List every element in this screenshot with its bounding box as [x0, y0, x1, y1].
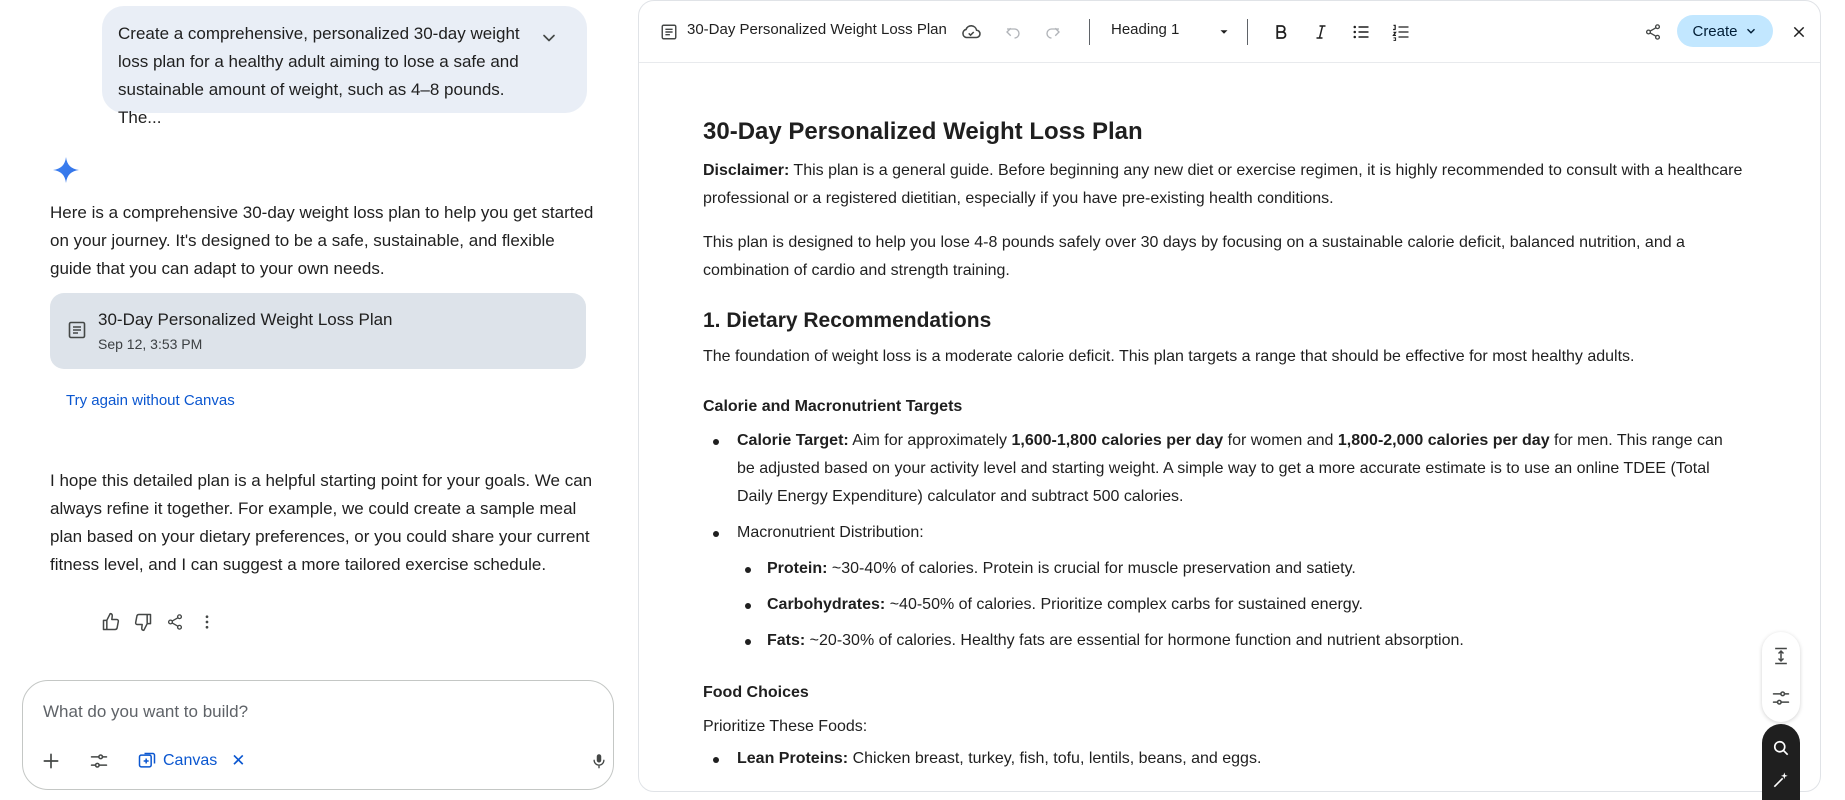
try-again-without-canvas-link[interactable]: Try again without Canvas [66, 392, 235, 409]
list-item [703, 745, 1743, 773]
calorie-women: 1,600-1,800 calories per day [1011, 432, 1224, 449]
canvas-chip-close-icon[interactable]: ✕ [231, 751, 246, 770]
chevron-down-icon[interactable] [539, 28, 559, 48]
lean-proteins-label: Lean Proteins: [737, 750, 849, 767]
undo-button[interactable] [1001, 20, 1025, 44]
macro-carbs-label: Carbohydrates: [767, 596, 886, 613]
list-item [737, 555, 1743, 583]
length-icon[interactable] [1771, 646, 1791, 666]
toolbar-divider [1247, 19, 1248, 45]
macro-protein-text: ~30-40% of calories. Protein is crucial for muscle preservation and satiety. [827, 560, 1356, 577]
response-actions [100, 610, 218, 634]
lean-proteins-text: Chicken breast, turkey, fish, tofu, lentils, beans, and eggs. [848, 750, 1262, 767]
canvas-doc-card[interactable] [50, 293, 586, 369]
share-doc-button[interactable] [1641, 20, 1665, 44]
canvas-icon [137, 751, 157, 771]
macro-sublist [737, 555, 1743, 655]
calorie-text-1: Aim for approximately [848, 432, 1012, 449]
plus-icon [41, 751, 61, 771]
calorie-text-2: for women and [1223, 432, 1338, 449]
share-icon [1644, 23, 1662, 41]
disclaimer-label: Disclaimer: [703, 162, 790, 179]
text-style-dropdown[interactable]: Heading 1 [1111, 21, 1180, 38]
bold-button[interactable] [1269, 20, 1293, 44]
document-body[interactable] [703, 117, 1743, 781]
text-style-dropdown-arrow[interactable] [1214, 20, 1234, 44]
prioritize-label: Prioritize These Foods: [703, 718, 868, 735]
more-vert-icon [198, 613, 216, 631]
disclaimer-text: This plan is a general guide. Before beginning any new diet or exercise regimen, it is highly recommended to consult with a healthcare professional or a registered dietitian, especially if you have pre-existing health conditions. [703, 162, 1743, 207]
list-item [703, 519, 1743, 655]
macro-carbs-text: ~40-50% of calories. Prioritize complex carbs for sustained energy. [885, 596, 1363, 613]
calorie-macro-heading: Calorie and Macronutrient Targets [703, 398, 963, 415]
search-icon[interactable] [1771, 738, 1791, 758]
gemini-sparkle-icon [52, 156, 80, 184]
doc-toolbar-title: 30-Day Personalized Weight Loss Plan [687, 21, 947, 38]
canvas-chip[interactable] [137, 747, 246, 775]
calorie-men: 1,800-2,000 calories per day [1337, 432, 1550, 449]
italic-icon [1312, 23, 1330, 41]
chat-panel [0, 0, 640, 800]
calorie-text-3: for men. This range can be adjusted based on your activity level and starting weight. A simple way to get a more accurate estimate is to use an online TDEE (Total Daily Energy Expenditure) calculator and subtract 500 calories. [737, 432, 1723, 505]
response-intro: Here is a comprehensive 30-day weight loss plan to help you get started on your journey. It's designed to be a safe, sustainable, and flexible guide that you can adapt to your own needs. [50, 203, 594, 278]
user-prompt-bubble [102, 6, 587, 127]
document-heading: 30-Day Personalized Weight Loss Plan [703, 118, 1143, 145]
microphone-button[interactable] [585, 747, 613, 775]
italic-button[interactable] [1309, 20, 1333, 44]
macro-label: Macronutrient Distribution: [737, 524, 924, 541]
macro-protein-label: Protein: [767, 560, 828, 577]
doc-card-date: Sep 12, 3:53 PM [98, 336, 203, 352]
list-item [737, 591, 1743, 619]
bulleted-list-button[interactable] [1349, 20, 1373, 44]
disclaimer-paragraph [703, 157, 1743, 213]
redo-icon [1044, 23, 1062, 41]
food-choices-heading: Food Choices [703, 684, 809, 701]
canvas-chip-label: Canvas [163, 752, 218, 769]
bold-icon [1272, 23, 1290, 41]
response-outro: I hope this detailed plan is a helpful starting point for your goals. We can always refine it together. For example, we could create a sample meal plan based on your dietary preferences, or you could share your current fitness level, and I can suggest a more tailored exercise schedule. [50, 471, 593, 574]
share-button[interactable] [164, 611, 186, 633]
doc-outline-button[interactable] [659, 20, 679, 44]
thumbs-up-button[interactable] [100, 611, 122, 633]
section-dietary-intro: The foundation of weight loss is a moderate calorie deficit. This plan targets a range that should be effective for most healthy adults. [703, 348, 1635, 365]
add-button[interactable] [37, 747, 65, 775]
numbered-list-button[interactable] [1389, 20, 1413, 44]
section-dietary-heading: 1. Dietary Recommendations [703, 309, 992, 332]
doc-side-tools [1762, 632, 1800, 722]
tune-icon[interactable] [1771, 688, 1791, 708]
calorie-label: Calorie Target: [737, 432, 849, 449]
intro-paragraph: This plan is designed to help you lose 4-8 pounds safely over 30 days by focusing on a sustainable calorie deficit, balanced nutrition, and a combination of cardio and strength training. [703, 234, 1685, 279]
tools-button[interactable] [85, 747, 113, 775]
thumbs-down-icon [133, 612, 153, 632]
close-icon [1791, 24, 1807, 40]
numbered-list-icon [1391, 22, 1411, 42]
doc-card-title: 30-Day Personalized Weight Loss Plan [98, 310, 393, 329]
list-item [737, 627, 1743, 655]
undo-icon [1004, 23, 1022, 41]
macro-fats-text: ~20-30% of calories. Healthy fats are essential for hormone function and nutrient absorption. [805, 632, 1464, 649]
document-icon [660, 23, 678, 41]
chevron-down-icon [1744, 24, 1758, 38]
cloud-done-icon [960, 21, 982, 43]
document-icon [67, 320, 87, 340]
share-icon [166, 613, 184, 631]
thumbs-up-icon [101, 612, 121, 632]
canvas-document-panel [638, 0, 1821, 792]
close-canvas-button[interactable] [1787, 20, 1811, 44]
prompt-composer [22, 680, 614, 790]
doc-side-tools-dark [1762, 724, 1800, 800]
tune-icon [89, 751, 109, 771]
list-item [703, 427, 1743, 511]
arrow-drop-down-icon [1217, 25, 1231, 39]
calorie-list [703, 427, 1743, 655]
prompt-input[interactable] [43, 699, 583, 725]
toolbar-divider [1089, 19, 1090, 45]
create-button[interactable] [1677, 15, 1773, 47]
macro-fats-label: Fats: [767, 632, 806, 649]
thumbs-down-button[interactable] [132, 611, 154, 633]
user-prompt-text: Create a comprehensive, personalized 30-day weight loss plan for a healthy adult aiming to lose a safe and sustainable amount of weight, such as 4–8 pounds. The... [118, 24, 520, 127]
microphone-icon [590, 752, 608, 770]
magic-edit-icon[interactable] [1771, 770, 1791, 790]
bulleted-list-icon [1351, 22, 1371, 42]
doc-toolbar [639, 1, 1820, 63]
cloud-save-status[interactable] [959, 20, 983, 44]
redo-button[interactable] [1041, 20, 1065, 44]
more-options-button[interactable] [196, 611, 218, 633]
create-button-label: Create [1692, 22, 1738, 40]
foods-list [703, 745, 1743, 773]
